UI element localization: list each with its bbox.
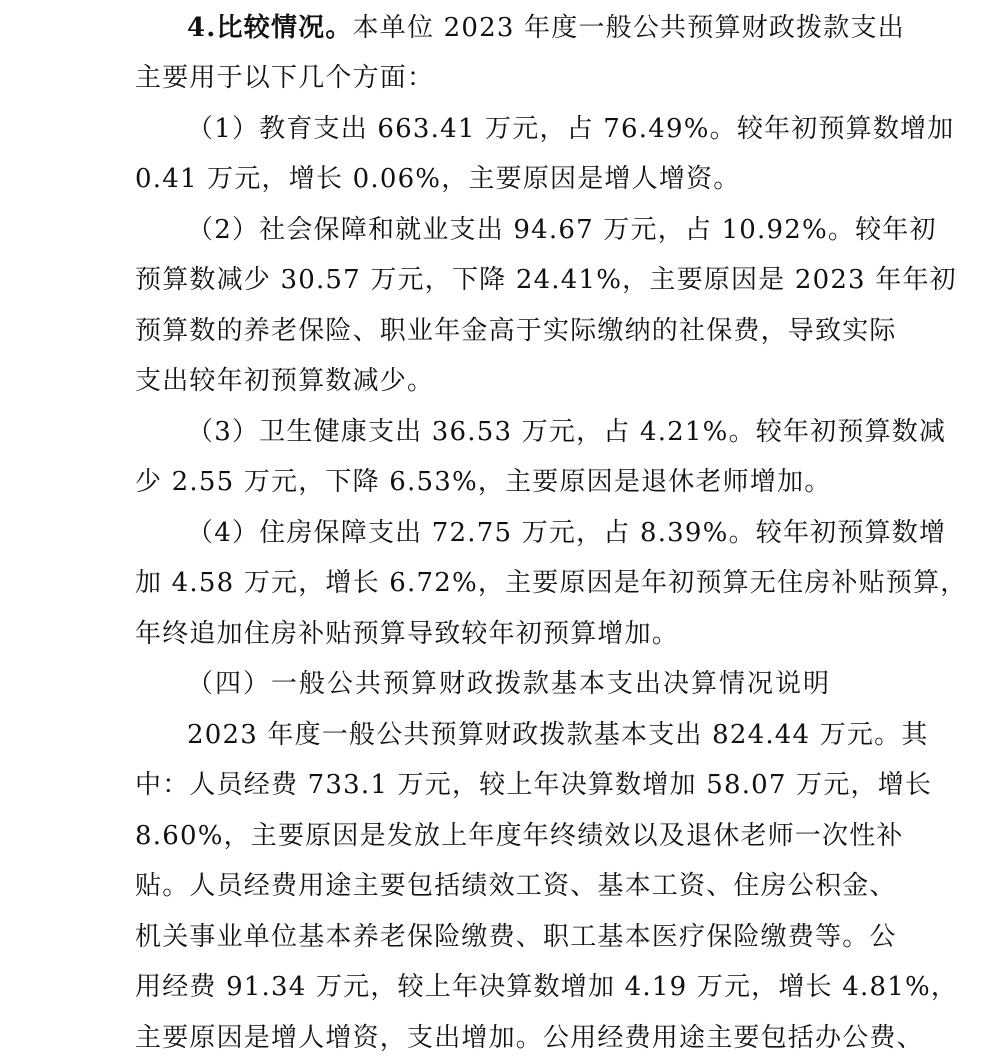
paragraph-line: 0.41 万元，增长 0.06%，主要原因是增人增资。	[135, 164, 741, 194]
paragraph-line: 用经费 91.34 万元，较上年决算数增加 4.19 万元，增长 4.81%，	[135, 972, 959, 1002]
line-text: 本单位 2023 年度一般公共预算财政拨款支出	[352, 13, 905, 43]
paragraph-line: 中：人员经费 733.1 万元，较上年决算数增加 58.07 万元，增长	[135, 770, 933, 800]
paragraph-line: 2023 年度一般公共预算财政拨款基本支出 824.44 万元。其	[187, 720, 929, 750]
paragraph-line: 少 2.55 万元，下降 6.53%，主要原因是退休老师增加。	[135, 467, 832, 497]
paragraph-line	[187, 8, 905, 48]
paragraph-line: （2）社会保障和就业支出 94.67 万元，占 10.92%。较年初	[187, 215, 937, 245]
paragraph-line: 主要用于以下几个方面：	[135, 63, 435, 93]
paragraph-line: 预算数减少 30.57 万元，下降 24.41%，主要原因是 2023 年年初	[135, 265, 957, 295]
paragraph-line: 8.60%，主要原因是发放上年度年终绩效以及退休老师一次性补	[135, 821, 904, 851]
paragraph-line: （4）住房保障支出 72.75 万元，占 8.39%。较年初预算数增	[187, 518, 947, 548]
paragraph-line: 机关事业单位基本养老保险缴费、职工基本医疗保险缴费等。公	[135, 922, 897, 952]
section-lead: 4.比较情况。	[187, 13, 353, 43]
paragraph-line: 年终追加住房补贴预算导致较年初预算增加。	[135, 619, 680, 649]
paragraph-line: （3）卫生健康支出 36.53 万元，占 4.21%。较年初预算数减	[187, 417, 947, 447]
section-heading: （四）一般公共预算财政拨款基本支出决算情况说明	[187, 669, 832, 699]
paragraph-line: 加 4.58 万元，增长 6.72%，主要原因是年初预算无住房补贴预算，	[135, 568, 968, 598]
paragraph-line: 主要原因是增人增资，支出增加。公用经费用途主要包括办公费、	[135, 1023, 924, 1053]
paragraph-line: （1）教育支出 663.41 万元，占 76.49%。较年初预算数增加	[187, 114, 955, 144]
paragraph-line: 预算数的养老保险、职业年金高于实际缴纳的社保费，导致实际	[135, 316, 897, 346]
paragraph-line: 贴。人员经费用途主要包括绩效工资、基本工资、住房公积金、	[135, 871, 897, 901]
paragraph-line: 支出较年初预算数减少。	[135, 366, 435, 396]
